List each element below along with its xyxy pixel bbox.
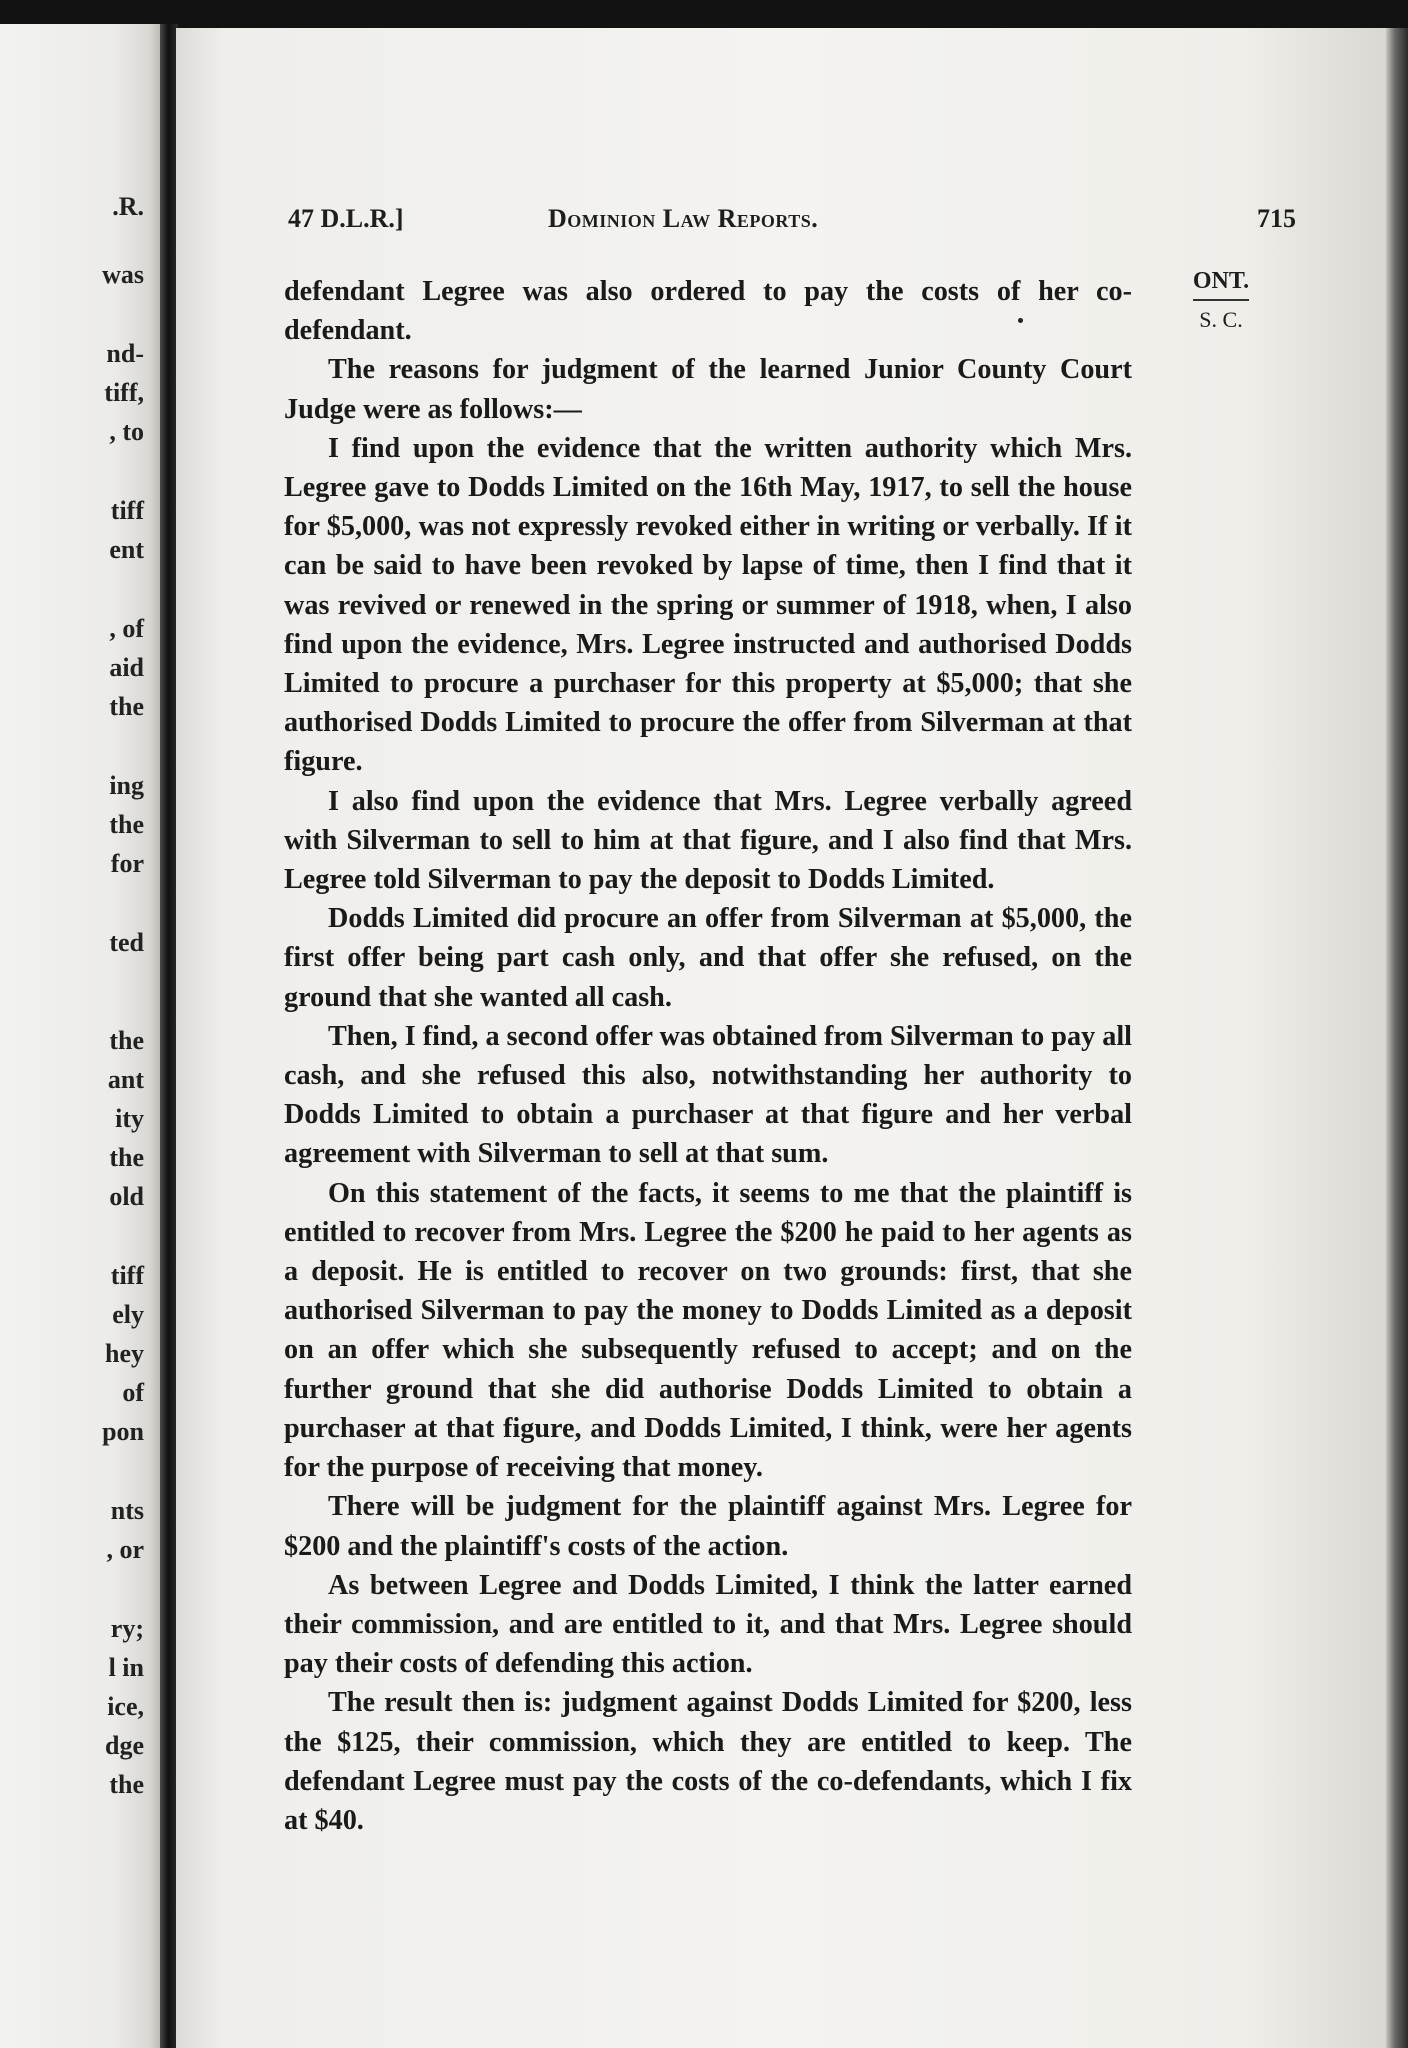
volume-citation: 47 D.L.R.]: [288, 204, 404, 233]
left-fragment: pon: [102, 1417, 144, 1446]
publication-title: Dominion Law Reports.: [548, 204, 819, 233]
left-fragment: , or: [106, 1535, 144, 1564]
left-fragment: the: [109, 1770, 144, 1799]
judgment-body: [284, 272, 1132, 1840]
left-fragment: nts: [110, 1496, 144, 1525]
left-fragment: the: [109, 1026, 144, 1055]
left-fragment: ant: [107, 1065, 144, 1094]
left-fragment: ely: [112, 1300, 144, 1329]
left-fragment: ity: [115, 1104, 144, 1133]
ink-speck: [1018, 318, 1023, 323]
previous-page-strip: [0, 24, 162, 2048]
left-fragment: tiff: [110, 1261, 144, 1290]
left-fragment: , to: [109, 417, 144, 446]
left-fragment: , of: [109, 614, 144, 643]
paragraph: Then, I find, a second offer was obtained from Silverman to pay all cash, and she refused this also, notwithstanding her authority to Dodds Limited to obtain a purchaser at that figure and her verbal agreement with Silverman to sell at that sum.: [284, 1020, 1132, 1170]
previous-page-text: [0, 24, 162, 2048]
left-fragment: hey: [105, 1339, 144, 1368]
left-fragment: was: [102, 260, 144, 289]
paragraph: I find upon the evidence that the written authority which Mrs. Legree gave to Dodds Limited on the 16th May, 1917, to sell the house for $5,000, was not expressly revoked either in writing or verbally. If it can be said to have been revoked by lapse of time, then I find that it was revived or renewed in the spring or summer of 1918, when, I also find upon the evidence, Mrs. Legree instructed and authorised Dodds Limited to procure a purchaser for this property at $5,000; that she authorised Dodds Limited to procure the offer from Silverman at that figure.: [284, 432, 1132, 778]
left-fragment: ent: [109, 535, 144, 564]
left-fragment: the: [109, 1143, 144, 1172]
left-fragment: ing: [109, 771, 144, 800]
left-fragment: of: [122, 1378, 144, 1407]
page-right-edge: [1386, 28, 1408, 2048]
left-fragment: for: [110, 849, 144, 878]
left-fragment: ry;: [110, 1614, 144, 1643]
left-fragment: ted: [109, 928, 144, 957]
paragraph: The result then is: judgment against Dodds Limited for $200, less the $125, their commission, which they are entitled to keep. The defendant Legree must pay the costs of the co-defendants, which I fix at $40.: [284, 1687, 1132, 1836]
paragraph: defendant Legree was also ordered to pay the costs of her co-defendant.: [284, 276, 1132, 347]
province-label: ONT.: [1193, 268, 1249, 301]
paragraph: There will be judgment for the plaintiff against Mrs. Legree for $200 and the plaintiff's costs of the action.: [284, 1491, 1132, 1562]
left-fragment: tiff: [110, 496, 144, 525]
left-fragment: the: [109, 692, 144, 721]
left-fragment: ice,: [107, 1692, 144, 1721]
page-number: 715: [1257, 204, 1296, 233]
running-head: [288, 204, 1296, 244]
paragraph: The reasons for judgment of the learned Junior County Court Judge were as follows:—: [284, 354, 1132, 425]
paragraph: As between Legree and Dodds Limited, I think the latter earned their commission, and are entitled to it, and that Mrs. Legree should pay their costs of defending this action.: [284, 1569, 1132, 1680]
left-fragment: aid: [109, 653, 144, 682]
left-fragment: the: [109, 810, 144, 839]
paragraph: On this statement of the facts, it seems to me that the plaintiff is entitled to recover from Mrs. Legree the $200 he paid to her agents as a deposit. He is entitled to recover on two grounds: first, that she authorised Silverman to pay the money to Dodds Limited as a deposit on an offer which she subsequently refused to accept; and on the further ground that she did authorise Dodds Limited to obtain a purchaser at that figure, and Dodds Limited, I think, were her agents for the purpose of receiving that money.: [284, 1177, 1132, 1484]
left-fragment: old: [109, 1182, 144, 1211]
court-label: S. C.: [1199, 307, 1243, 332]
paragraph: Dodds Limited did procure an offer from Silverman at $5,000, the first offer being part cash only, and that offer she refused, on the ground that she wanted all cash.: [284, 903, 1132, 1013]
left-fragment: dge: [105, 1731, 144, 1760]
paragraph: I also find upon the evidence that Mrs. Legree verbally agreed with Silverman to sell to him at that figure, and I also find that Mrs. Legree told Silverman to pay the deposit to Dodds Limited.: [284, 785, 1132, 896]
left-fragment: nd-: [106, 339, 144, 368]
left-fragment: l in: [108, 1653, 144, 1682]
margin-note: [1186, 268, 1256, 333]
left-fragment: .R.: [112, 192, 144, 221]
left-fragment: tiff,: [104, 378, 144, 407]
